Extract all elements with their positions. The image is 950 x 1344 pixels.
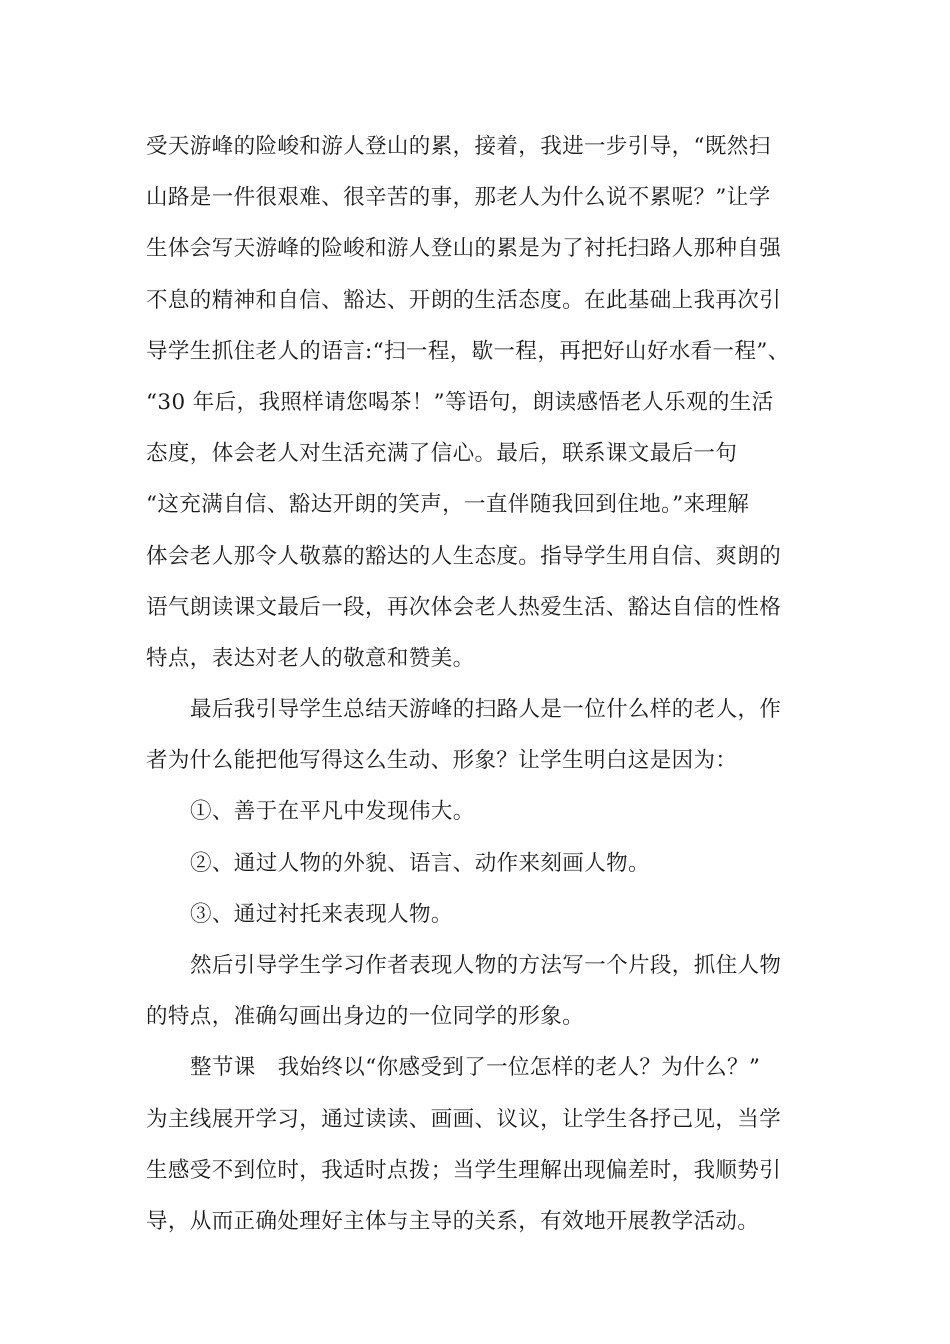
text-line: 不息的精神和自信、豁达、开朗的生活态度。在此基础上我再次引 xyxy=(146,287,782,313)
list-item: ③、通过衬托来表现人物。 xyxy=(190,901,453,927)
text-line: 生体会写天游峰的险峻和游人登山的累是为了衬托扫路人那种自强 xyxy=(146,236,782,262)
text-line: 体会老人那令人敬慕的豁达的人生态度。指导学生用自信、爽朗的 xyxy=(146,543,782,569)
text-line: 为主线展开学习，通过读读、画画、议议，让学生各抒己见，当学 xyxy=(146,1106,782,1132)
list-item: ②、通过人物的外貌、语言、动作来刻画人物。 xyxy=(190,850,650,876)
text-line: “30 年后，我照样请您喝茶！”等语句，朗读感悟老人乐观的生活 xyxy=(146,389,774,415)
text-line: “这充满自信、豁达开朗的笑声，一直伴随我回到住地。”来理解 xyxy=(146,492,750,518)
paragraph-start-line: 最后我引导学生总结天游峰的扫路人是一位什么样的老人，作 xyxy=(190,697,782,723)
text-line: 的特点，准确勾画出身边的一位同学的形象。 xyxy=(146,1004,585,1030)
text-line: 受天游峰的险峻和游人登山的累，接着，我进一步引导，“既然扫 xyxy=(146,134,771,159)
paragraph-start-line: 整节课 我始终以“你感受到了一位怎样的老人？为什么？” xyxy=(190,1055,761,1081)
body-text xyxy=(146,131,806,1257)
list-item: ①、善于在平凡中发现伟大。 xyxy=(190,799,475,825)
text-line: 者为什么能把他写得这么生动、形象？让学生明白这是因为： xyxy=(146,748,738,774)
text-line: 山路是一件很艰难、很辛苦的事，那老人为什么说不累呢？”让学 xyxy=(146,185,771,211)
text-line: 生感受不到位时，我适时点拨；当学生理解出现偏差时，我顺势引 xyxy=(146,1157,782,1183)
text-line: 语气朗读课文最后一段，再次体会老人热爱生活、豁达自信的性格 xyxy=(146,594,782,620)
text-line: 特点，表达对老人的敬意和赞美。 xyxy=(146,645,475,671)
text-line: 导学生抓住老人的语言:“扫一程，歇一程，再把好山好水看一程”、 xyxy=(146,338,790,364)
text-line: 导，从而正确处理好主体与主导的关系，有效地开展教学活动。 xyxy=(146,1208,760,1234)
text-line: 态度，体会老人对生活充满了信心。最后，联系课文最后一句 xyxy=(146,441,738,467)
paragraph-start-line: 然后引导学生学习作者表现人物的方法写一个片段，抓住人物 xyxy=(190,953,782,978)
